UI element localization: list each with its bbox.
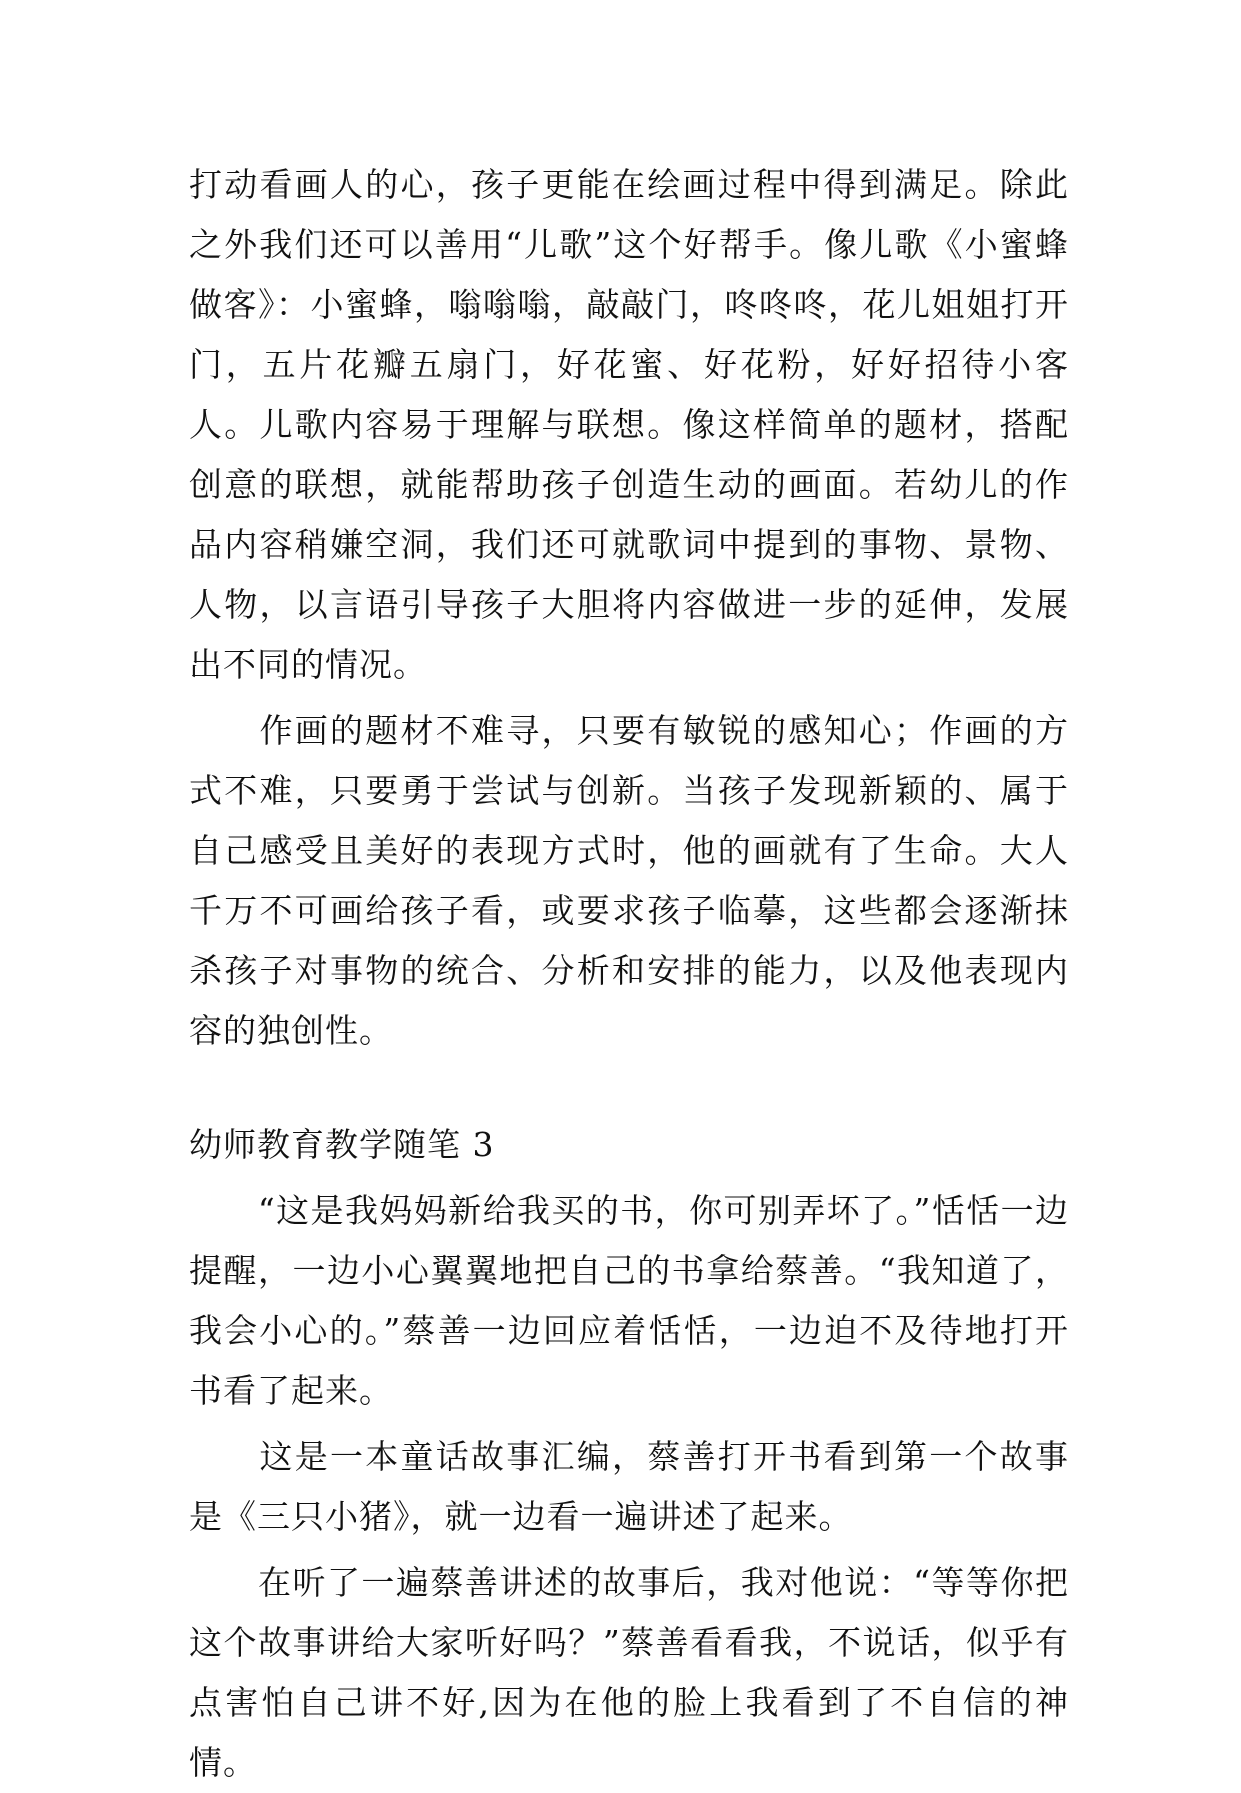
- section-paragraph-1: “这是我妈妈新给我买的书，你可别弄坏了。”恬恬一边提醒，一边小心翼翼地把自己的书拿给蔡善。“我知道了，我会小心的。”蔡善一边回应着恬恬，一边迫不及待地打开书看了起来。: [189, 1191, 1069, 1410]
- paragraph-2: 作画的题材不难寻，只要有敏锐的感知心；作画的方式不难，只要勇于尝试与创新。当孩子发现新颖的、属于自己感受且美好的表现方式时，他的画就有了生命。大人千万不可画给孩子看，或要求孩子临摹，这些都会逐渐抹杀孩子对事物的统合、分析和安排的能力，以及他表现内容的独创性。: [189, 711, 1069, 1050]
- paragraph-1: 打动看画人的心，孩子更能在绘画过程中得到满足。除此之外我们还可以善用“儿歌”这个好帮手。像儿歌《小蜜蜂做客》：小蜜蜂，嗡嗡嗡，敲敲门，咚咚咚，花儿姐姐打开门，五片花瓣五扇门，好花蜜、好花粉，好好招待小客人。儿歌内容易于理解与联想。像这样简单的题材，搭配创意的联想，就能帮助孩子创造生动的画面。若幼儿的作品内容稍嫌空洞，我们还可就歌词中提到的事物、景物、人物，以言语引导孩子大胆将内容做进一步的延伸，发展出不同的情况。: [189, 165, 1069, 684]
- section-paragraph-3: 在听了一遍蔡善讲述的故事后，我对他说：“等等你把这个故事讲给大家听好吗？”蔡善看看我，不说话，似乎有点害怕自己讲不好,因为在他的脸上我看到了不自信的神情。: [189, 1563, 1069, 1782]
- section-title: 幼师教育教学随笔 3: [189, 1125, 495, 1164]
- document-body: [189, 155, 1069, 1793]
- section-paragraph-2: 这是一本童话故事汇编，蔡善打开书看到第一个故事是《三只小猪》，就一边看一遍讲述了起来。: [189, 1437, 1069, 1536]
